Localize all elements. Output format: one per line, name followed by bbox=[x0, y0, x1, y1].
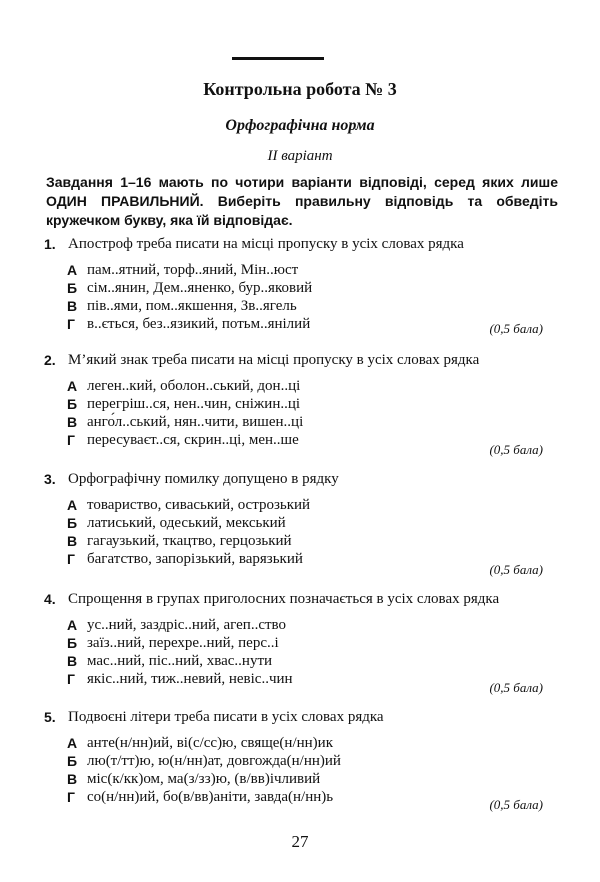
option-letter: В bbox=[67, 771, 78, 787]
option-letter: В bbox=[67, 533, 78, 549]
option-text: лю(т/тт)ю, ю(н/нн)ат, довгожда(н/нн)ий bbox=[87, 753, 341, 769]
option-text: анте(н/нн)ий, ві(с/сс)ю, свяще(н/нн)ик bbox=[87, 735, 333, 751]
score-label: (0,5 бала) bbox=[489, 321, 543, 336]
option-text: мас..ний, піс..ний, хвас..нути bbox=[87, 653, 273, 669]
score-label: (0,5 бала) bbox=[489, 797, 543, 812]
task-number: 4. bbox=[44, 591, 56, 607]
option-c[interactable] bbox=[0, 771, 600, 789]
option-letter: Б bbox=[67, 635, 78, 651]
option-text: пам..ятний, торф..яний, Мін..юст bbox=[87, 262, 299, 278]
option-letter: Г bbox=[67, 551, 75, 567]
option-b[interactable] bbox=[0, 396, 600, 414]
option-b[interactable] bbox=[0, 280, 600, 298]
task-question: Спрощення в групах приголосних позначається в усіх словах рядка bbox=[68, 591, 500, 607]
task-question: Апостроф треба писати на місці пропуску в усіх словах рядка bbox=[68, 236, 464, 252]
option-text: якіс..ний, тиж..невий, невіс..чин bbox=[87, 671, 293, 687]
option-letter: Б bbox=[67, 753, 78, 769]
page-number: 27 bbox=[291, 832, 309, 851]
option-letter: А bbox=[67, 378, 78, 394]
option-b[interactable] bbox=[0, 753, 600, 771]
variant-label: ІІ варіант bbox=[267, 148, 333, 164]
task-5 bbox=[0, 709, 600, 807]
page-subtitle: Орфографічна норма bbox=[225, 117, 375, 134]
option-letter: Г bbox=[67, 671, 75, 687]
option-a[interactable] bbox=[0, 735, 600, 753]
option-text: товариство, сиваський, острозький bbox=[87, 497, 311, 513]
option-text: ус..ний, заздріс..ний, агеп..ство bbox=[87, 617, 287, 633]
task-number: 2. bbox=[44, 352, 56, 368]
option-text: міс(к/кк)ом, ма(з/зз)ю, (в/вв)ічливий bbox=[87, 771, 321, 787]
task-4 bbox=[0, 591, 600, 689]
option-text: пересуваєт..ся, скрин..ці, мен..ше bbox=[87, 432, 299, 448]
option-letter: Г bbox=[67, 789, 75, 805]
option-text: багатство, запорізький, варязький bbox=[87, 551, 303, 567]
option-text: в..ється, без..язикий, потьм..янілий bbox=[87, 316, 311, 332]
option-b[interactable] bbox=[0, 515, 600, 533]
option-letter: А bbox=[67, 735, 78, 751]
instructions: Завдання 1–16 мають по чотири варіанти відповіді, серед яких лише ОДИН ПРАВИЛЬНИЙ. Виберіть правильну відповідь та обведіть кружечком букву, яка їй відповідає. bbox=[46, 174, 558, 228]
task-3 bbox=[0, 471, 600, 569]
task-question: Орфографічну помилку допущено в рядку bbox=[68, 471, 339, 487]
option-letter: В bbox=[67, 653, 78, 669]
option-letter: А bbox=[67, 497, 78, 513]
option-letter: Б bbox=[67, 280, 78, 296]
task-number: 1. bbox=[44, 236, 56, 252]
option-letter: Б bbox=[67, 515, 78, 531]
option-text: гагаузький, ткацтво, герцозький bbox=[87, 533, 292, 549]
option-letter: Г bbox=[67, 432, 75, 448]
option-a[interactable] bbox=[0, 617, 600, 635]
option-a[interactable] bbox=[0, 378, 600, 396]
task-2 bbox=[0, 352, 600, 450]
option-a[interactable] bbox=[0, 262, 600, 280]
task-number: 3. bbox=[44, 471, 56, 487]
task-number: 5. bbox=[44, 709, 56, 725]
option-list bbox=[0, 497, 600, 569]
option-letter: Б bbox=[67, 396, 78, 412]
option-text: анго́л..ський, нян..чити, вишен..ці bbox=[87, 414, 304, 430]
task-question: Подвоєні літери треба писати в усіх словах рядка bbox=[68, 709, 384, 725]
option-letter: Г bbox=[67, 316, 75, 332]
option-text: сім..янин, Дем..яненко, бур..яковий bbox=[87, 280, 313, 296]
score-label: (0,5 бала) bbox=[489, 680, 543, 695]
option-list bbox=[0, 617, 600, 689]
option-list bbox=[0, 378, 600, 450]
page-title: Контрольна робота № 3 bbox=[203, 79, 397, 99]
task-1 bbox=[0, 236, 600, 334]
option-c[interactable] bbox=[0, 653, 600, 671]
option-text: леген..кий, оболон..ський, дон..ці bbox=[87, 378, 301, 394]
option-c[interactable] bbox=[0, 298, 600, 316]
option-letter: В bbox=[67, 414, 78, 430]
option-b[interactable] bbox=[0, 635, 600, 653]
header-rule bbox=[232, 57, 324, 60]
task-question: М’який знак треба писати на місці пропуску в усіх словах рядка bbox=[68, 352, 480, 368]
option-c[interactable] bbox=[0, 533, 600, 551]
option-letter: А bbox=[67, 617, 78, 633]
option-text: заїз..ний, перехре..ний, перс..і bbox=[87, 635, 279, 651]
option-text: пів..ями, пом..якшення, Зв..ягель bbox=[87, 298, 297, 314]
option-c[interactable] bbox=[0, 414, 600, 432]
score-label: (0,5 бала) bbox=[489, 562, 543, 577]
option-text: латиський, одеський, мекський bbox=[87, 515, 286, 531]
option-a[interactable] bbox=[0, 497, 600, 515]
option-letter: А bbox=[67, 262, 78, 278]
option-text: со(н/нн)ий, бо(в/вв)аніти, завда(н/нн)ь bbox=[87, 789, 334, 805]
score-label: (0,5 бала) bbox=[489, 442, 543, 457]
option-letter: В bbox=[67, 298, 78, 314]
option-text: перегріш..ся, нен..чин, сніжин..ці bbox=[87, 396, 301, 412]
